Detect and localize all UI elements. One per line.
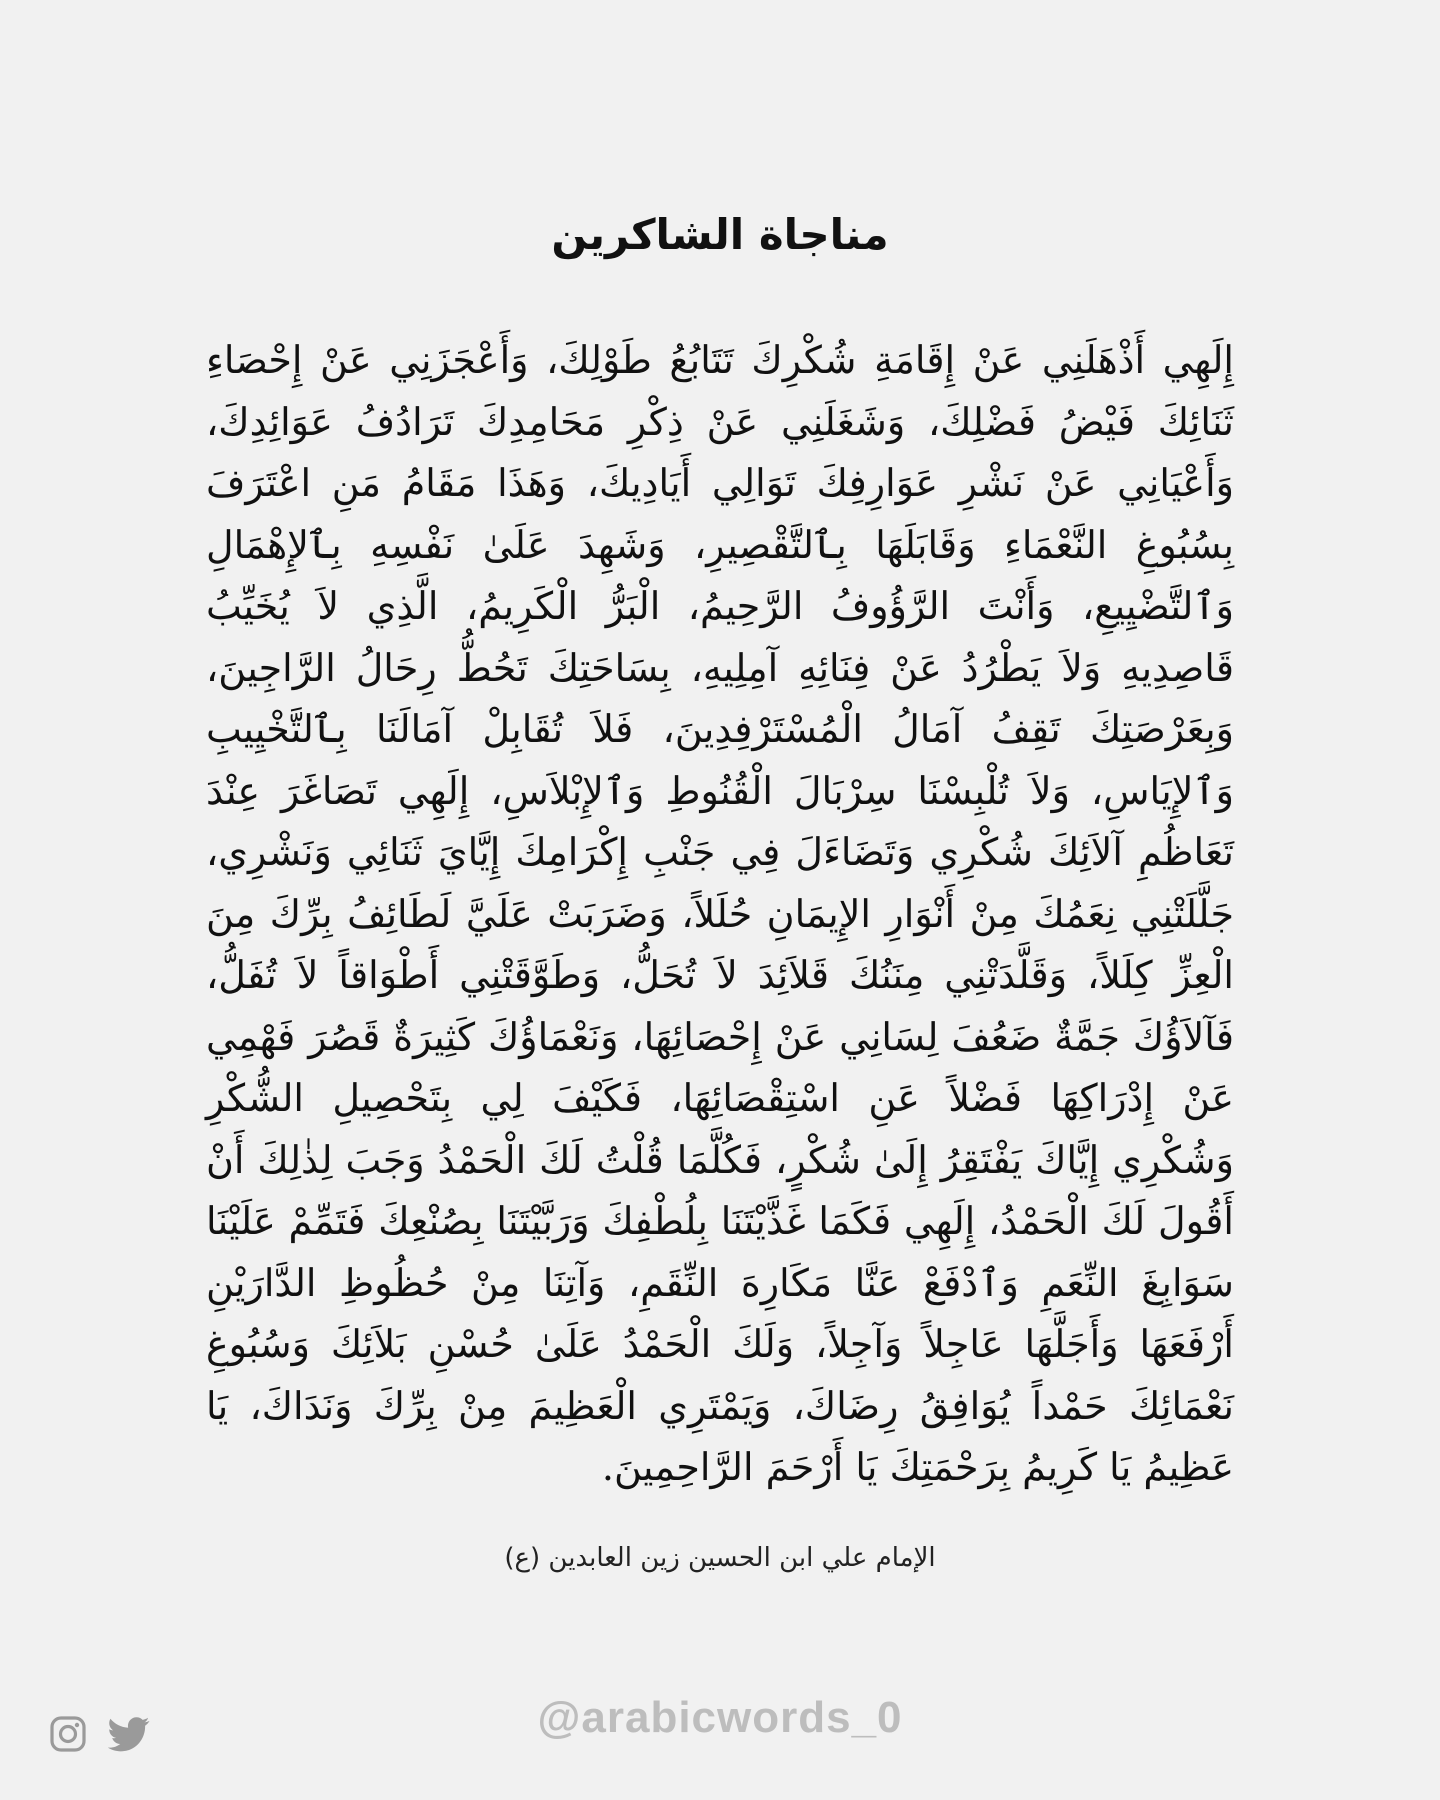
author-attribution: الإمام علي ابن الحسين زين العابدين (ع) [504,1543,936,1573]
supplication-text: إِلَهِي أَذْهَلَنِي عَنْ إِقَامَةِ شُكْرِكَ تَتَابُعُ طَوْلِكَ، وَأَعْجَزَنِي عَنْ إِحْصَاءِ ثَنَائِكَ فَيْضُ فَضْلِكَ، وَشَغَلَنِي عَنْ ذِكْرِ مَحَامِدِكَ تَرَادُفُ عَوَائِدِكَ، وَأَعْيَانِي عَنْ نَشْرِ عَوَارِفِكَ تَوَالِي أَيَادِيكَ، وَهَذَا مَقَامُ مَنِ اعْتَرَفَ بِسُبُوغِ النَّعْمَاءِ وَقَابَلَهَا بِٱلتَّقْصِيرِ، وَشَهِدَ عَلَىٰ نَفْسِهِ بِٱلإِهْمَالِ وَٱلتَّضْيِيعِ، وَأَنْتَ الرَّؤُوفُ الرَّحِيمُ، الْبَرُّ الْكَرِيمُ، الَّذِي لاَ يُخَيِّبُ قَاصِدِيهِ وَلاَ يَطْرُدُ عَنْ فِنَائِهِ آمِلِيهِ، بِسَاحَتِكَ تَحُطُّ رِحَالُ الرَّاجِينَ، وَبِعَرْصَتِكَ تَقِفُ آمَالُ الْمُسْتَرْفِدِينَ، فَلاَ تُقَابِلْ آمَالَنَا بِٱلتَّخْيِيبِ وَٱلإِيَاسِ، وَلاَ تُلْبِسْنَا سِرْبَالَ الْقُنُوطِ وَٱلإِبْلاَسِ، إِلَهِي تَصَاغَرَ عِنْدَ تَعَاظُمِ آلاَئِكَ شُكْرِي وَتَضَاءَلَ فِي جَنْبِ إِكْرَامِكَ إِيَّايَ ثَنَائِي وَنَشْرِي، جَلَّلَتْنِي نِعَمُكَ مِنْ أَنْوَارِ الإِيمَانِ حُلَلاً، وَضَرَبَتْ عَلَيَّ لَطَائِفُ بِرِّكَ مِنَ الْعِزِّ كِلَلاً، وَقَلَّدَتْنِي مِنَنُكَ قَلاَئِدَ لاَ تُحَلُّ، وَطَوَّقَتْنِي أَطْوَاقاً لاَ تُفَلُّ، فَآلاَؤُكَ جَمَّةٌ ضَعُفَ لِسَانِي عَنْ إِحْصَائِهَا، وَنَعْمَاؤُكَ كَثِيرَةٌ قَصُرَ فَهْمِي عَنْ إِدْرَاكِهَا فَضْلاً عَنِ اسْتِقْصَائِهَا، فَكَيْفَ لِي بِتَحْصِيلِ الشُّكْرِ وَشُكْرِي إِيَّاكَ يَفْتَقِرُ إِلَىٰ شُكْرٍ، فَكُلَّمَا قُلْتُ لَكَ الْحَمْدُ وَجَبَ لِذٰلِكَ أَنْ أَقُولَ لَكَ الْحَمْدُ، إِلَهِي فَكَمَا غَذَّيْتَنَا بِلُطْفِكَ وَرَبَّيْتَنَا بِصُنْعِكَ فَتَمِّمْ عَلَيْنَا سَوَابِغَ النِّعَمِ وَٱدْفَعْ عَنَّا مَكَارِهَ النِّقَمِ، وَآتِنَا مِنْ حُظُوظِ الدَّارَيْنِ أَرْفَعَهَا وَأَجَلَّهَا عَاجِلاً وَآجِلاً، وَلَكَ الْحَمْدُ عَلَىٰ حُسْنِ بَلاَئِكَ وَسُبُوغِ نَعْمَائِكَ حَمْداً يُوَافِقُ رِضَاكَ، وَيَمْتَرِي الْعَظِيمَ مِنْ بِرِّكَ وَنَدَاكَ، يَا عَظِيمُ يَا كَرِيمُ بِرَحْمَتِكَ يَا أَرْحَمَ الرَّاحِمِينَ. [206,338,1234,1489]
page-title: مناجاة الشاكرين [551,210,889,259]
watermark-handle: @arabicwords_0 [537,1693,903,1742]
